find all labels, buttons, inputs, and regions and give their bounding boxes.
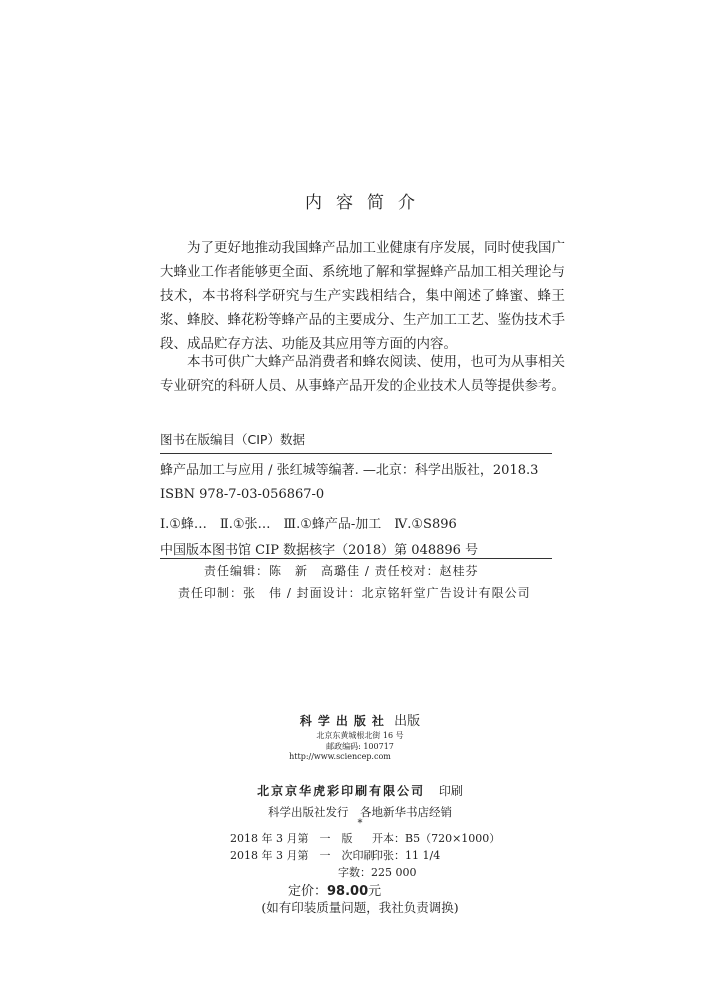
cip-top-rule (160, 453, 552, 454)
spec-sheets: 印张：11 1/4 (372, 849, 441, 862)
publisher-line (0, 710, 720, 729)
spec-edition: 2018 年 3 月第 一 版 (230, 832, 353, 845)
spec-word-count: 字数：225 000 (338, 866, 417, 879)
price-line (288, 880, 381, 899)
cip-title: 图书在版编目（CIP）数据 (160, 432, 305, 447)
price-value: 98.00 (327, 884, 369, 899)
distribution-line: 科学出版社发行 各地新华书店经销 (268, 805, 452, 819)
separator-asterisk: * (357, 818, 363, 829)
spec-format: 开本：B5（720×1000） (372, 832, 501, 845)
publisher-postcode: 邮政编码: 100717 (326, 742, 394, 751)
publisher-address: 北京东黄城根北街 16 号 (316, 731, 404, 740)
cip-record-number: 中国版本图书馆 CIP 数据核字（2018）第 048896 号 (160, 543, 479, 558)
cip-bottom-rule (160, 558, 552, 559)
intro-paragraph-1: 为了更好地推动我国蜂产品加工业健康有序发展，同时使我国广大蜂业工作者能够更全面、系统地了解和掌握蜂产品加工相关理论与技术，本书将科学研究与生产实践相结合，集中阐述了蜂蜜、蜂王浆、蜂胶、蜂花粉等蜂产品的主要成分、生产加工工艺、鉴伪技术手段、成品贮存方法、功能及其应用等方面的内容。 (160, 240, 565, 352)
price-label: 定价： (288, 884, 328, 899)
cip-classification: Ⅰ.①蜂… Ⅱ.①张… Ⅲ.①蜂产品-加工 Ⅳ.①S896 (160, 517, 457, 532)
printer-name: 北京京华虎彩印刷有限公司 (257, 784, 426, 798)
publisher-name: 科学出版社 (299, 714, 390, 728)
cip-book-line: 蜂产品加工与应用 / 张红城等编著. —北京：科学出版社，2018.3 (160, 463, 539, 478)
intro-heading: 内容简介 (305, 193, 429, 213)
printer-line (0, 782, 720, 799)
editors-line-2: 责任印制：张 伟 / 封面设计：北京铭轩堂广告设计有限公司 (178, 586, 531, 600)
printer-suffix: 印刷 (438, 784, 463, 798)
editors-line-1: 责任编辑：陈 新 高璐佳 / 责任校对：赵桂芬 (204, 564, 479, 578)
publisher-url: http://www.sciencep.com (289, 752, 391, 761)
price-unit: 元 (368, 884, 382, 899)
intro-paragraph-2: 本书可供广大蜂产品消费者和蜂农阅读、使用，也可为从事相关专业研究的科研人员、从事蜂产品开发的企业技术人员等提供参考。 (160, 354, 565, 394)
spec-printing: 2018 年 3 月第 一 次印刷 (230, 849, 375, 862)
cip-isbn: ISBN 978-7-03-056867-0 (160, 487, 325, 502)
publisher-suffix: 出版 (394, 714, 421, 729)
quality-notice: (如有印装质量问题，我社负责调换) (261, 900, 459, 915)
